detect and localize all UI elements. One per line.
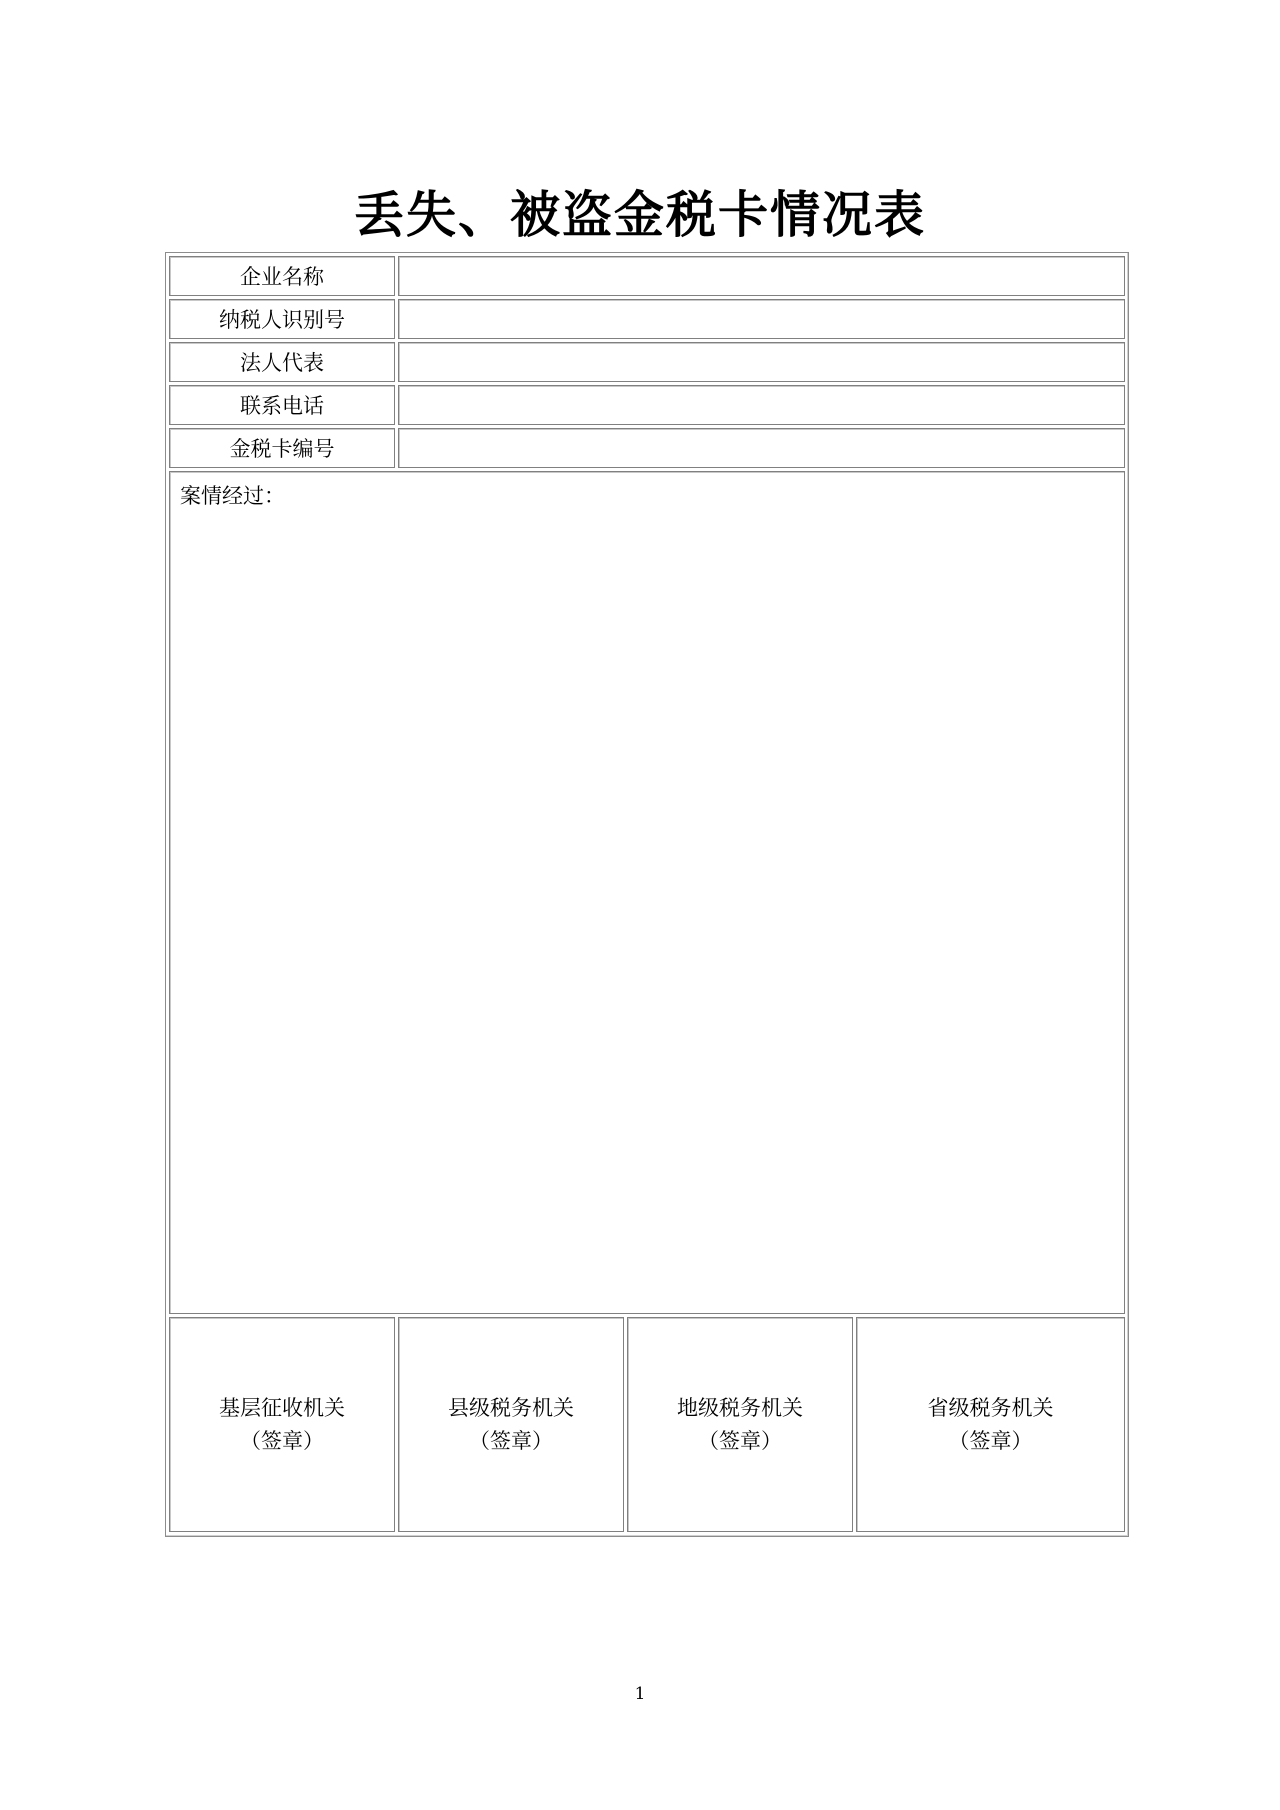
signature-note-grassroots: （签章） <box>240 1428 324 1453</box>
field-label-company-name: 企业名称 <box>169 256 395 296</box>
field-label-card-number: 金税卡编号 <box>169 428 395 468</box>
signature-org-grassroots: 基层征收机关 <box>219 1395 345 1420</box>
signature-cell-prefecture[interactable] <box>627 1317 853 1532</box>
signature-org-province: 省级税务机关 <box>927 1395 1054 1420</box>
case-description-label: 案情经过： <box>180 484 285 508</box>
form-table <box>165 252 1129 1537</box>
field-label-phone: 联系电话 <box>169 385 395 425</box>
signature-cell-grassroots[interactable] <box>169 1317 395 1532</box>
page-number: 1 <box>634 1684 646 1704</box>
signature-note-prefecture: （签章） <box>698 1428 782 1453</box>
field-value-company-name[interactable] <box>398 256 1125 296</box>
document-title: 丢失、被盗金税卡情况表 <box>354 185 926 244</box>
field-label-legal-representative: 法人代表 <box>169 342 395 382</box>
signature-org-county: 县级税务机关 <box>448 1395 574 1420</box>
field-value-phone[interactable] <box>398 385 1125 425</box>
signature-org-prefecture: 地级税务机关 <box>677 1395 803 1420</box>
field-value-legal-representative[interactable] <box>398 342 1125 382</box>
signature-cell-province[interactable] <box>856 1317 1125 1532</box>
signature-note-county: （签章） <box>469 1428 553 1453</box>
field-value-card-number[interactable] <box>398 428 1125 468</box>
field-label-taxpayer-id: 纳税人识别号 <box>169 299 395 339</box>
signature-note-province: （签章） <box>948 1428 1033 1453</box>
field-value-taxpayer-id[interactable] <box>398 299 1125 339</box>
signature-cell-county[interactable] <box>398 1317 624 1532</box>
case-description-area[interactable] <box>169 471 1125 1314</box>
